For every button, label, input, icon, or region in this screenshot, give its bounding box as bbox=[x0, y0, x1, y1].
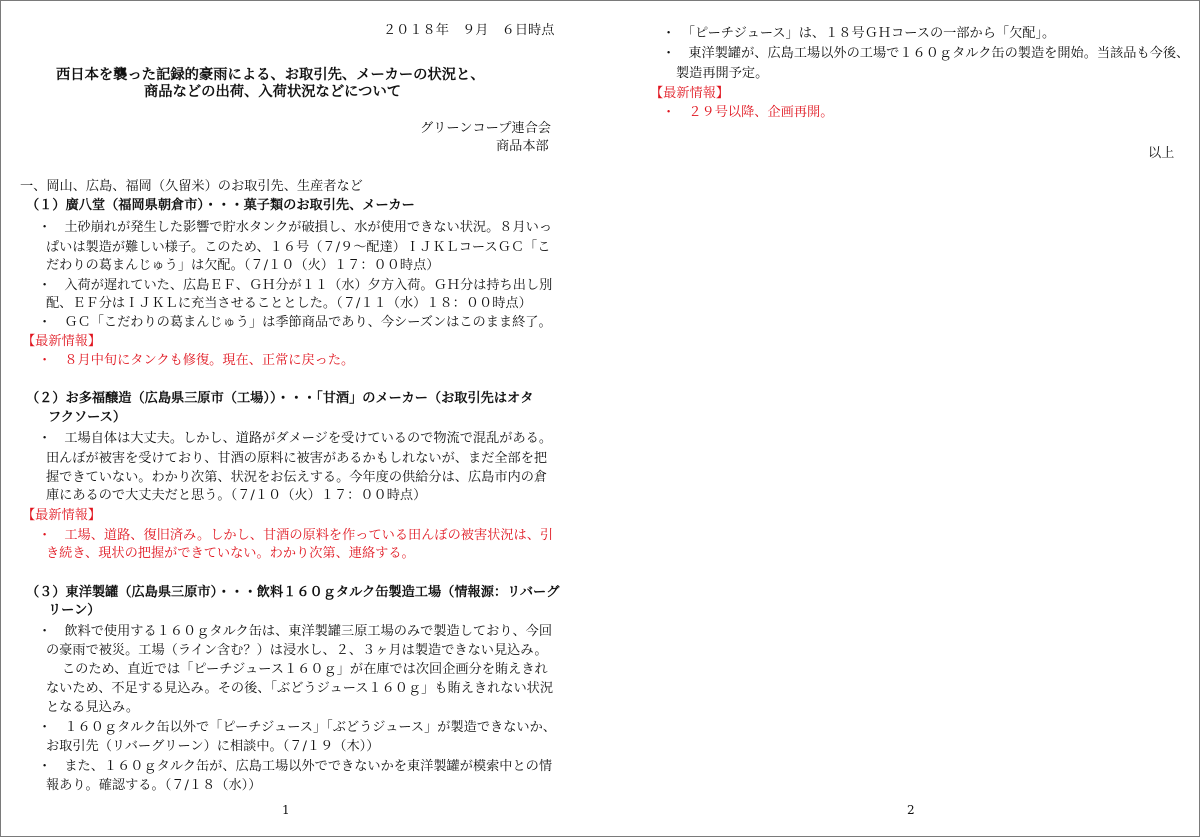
page-number-2: 2 bbox=[907, 803, 915, 817]
s1-p3: ・ ＧＣ「こだわりの葛まんじゅう」は季節商品であり、今シーズンはこのまま終了。 bbox=[38, 315, 552, 330]
s1-latest-label: 【最新情報】 bbox=[22, 334, 102, 349]
s1-heading: （１）廣八堂（福岡県朝倉市）・・・菓子類のお取引先、メーカー bbox=[26, 198, 415, 213]
s2-latest-line1: ・ 工場、道路、復旧済み。しかし、甘酒の原料を作っている田んぼの被害状況は、引 bbox=[38, 528, 554, 543]
section-heading: 一、岡山、広島、福岡（久留米）のお取引先、生産者など bbox=[20, 179, 363, 194]
s2-heading-line2: フクソース） bbox=[48, 410, 127, 425]
report-date: ２０１８年 ９月 ６日時点 bbox=[383, 23, 555, 38]
s3-p2-line1: ・ １６０ｇタルク缶以外で「ピーチジュース」「ぶどうジュース」が製造できないか、 bbox=[38, 720, 556, 735]
s3-heading-line1: （３）東洋製罐（広島県三原市）・・・飲料１６０ｇタルク缶製造工場（情報源：リバーグ bbox=[26, 585, 560, 600]
page-number-1: 1 bbox=[282, 803, 290, 817]
s2-heading-line1: （２）お多福醸造（広島県三原市（工場））・・・「甘酒」のメーカー（お取引先はオタ bbox=[26, 391, 534, 406]
page-1 bbox=[0, 0, 590, 837]
s3-p3-line1: ・ また、１６０ｇタルク缶が、広島工場以外でできないかを東洋製罐が模索中との情 bbox=[38, 759, 553, 774]
p2-latest: ・ ２９号以降、企画再開。 bbox=[662, 105, 834, 120]
s2-p1-line2: 田んぼが被害を受けており、甘酒の原料に被害があるかもしれないが、まだ全部を把 bbox=[46, 451, 548, 466]
s3-p3-line2: 報あり。確認する。（７/１８（水）） bbox=[46, 778, 262, 793]
p2-bullet2-line1: ・ 東洋製罐が、広島工場以外の工場で１６０ｇタルク缶の製造を開始。当該品も今後、 bbox=[662, 46, 1190, 61]
s2-latest-line2: き続き、現状の把握ができていない。わかり次第、連絡する。 bbox=[46, 546, 415, 561]
p2-bullet2-line2: 製造再開予定。 bbox=[676, 66, 769, 81]
s3-p2-line2: お取引先（リバーグリーン）に相談中。（７/１９（木）） bbox=[46, 739, 380, 754]
document-title-line1: 西日本を襲った記録的豪雨による、お取引先、メーカーの状況と、 bbox=[56, 67, 485, 83]
page-2 bbox=[600, 0, 1200, 837]
s1-latest: ・ ８月中旬にタンクも修復。現在、正常に戻った。 bbox=[38, 353, 355, 368]
s1-p2-line1: ・ 入荷が遅れていた、広島ＥＦ、ＧＨ分が１１（水）夕方入荷。ＧＨ分は持ち出し別 bbox=[38, 278, 553, 293]
p2-latest-label: 【最新情報】 bbox=[650, 86, 730, 101]
s3-p1-line3: このため、直近では「ピーチジュース１６０ｇ」が在庫では次回企画分を賄えきれ bbox=[62, 662, 548, 677]
s3-p1-line4: ないため、不足する見込み。その後、「ぶどうジュース１６０ｇ」も賄えきれない状況 bbox=[46, 681, 554, 696]
department-name: 商品本部 bbox=[496, 139, 549, 154]
document-title-line2: 商品などの出荷、入荷状況などについて bbox=[144, 84, 402, 100]
s2-latest-label: 【最新情報】 bbox=[22, 508, 102, 523]
s2-p1-line3: 握できていない。わかり次第、状況をお伝えする。今年度の供給分は、広島市内の倉 bbox=[46, 470, 548, 485]
s1-p1-line3: だわりの葛まんじゅう」は欠配。（７/１０（火）１７：００時点） bbox=[46, 258, 440, 273]
s3-heading-line2: リーン） bbox=[48, 603, 101, 618]
p2-bullet1: ・ 「ピーチジュース」は、１８号ＧＨコースの一部から「欠配」。 bbox=[662, 26, 1056, 41]
s3-p1-line2: の豪雨で被災。工場（ライン含む？）は浸水し、２、３ヶ月は製造できない見込み。 bbox=[46, 643, 548, 658]
s3-p1-line1: ・ 飲料で使用する１６０ｇタルク缶は、東洋製罐三原工場のみで製造しており、今回 bbox=[38, 624, 553, 639]
s2-p1-line4: 庫にあるので大丈夫だと思う。（７/１０（火）１７：００時点） bbox=[46, 488, 427, 503]
organization-name: グリーンコープ連合会 bbox=[420, 121, 551, 136]
s1-p1-line2: ぱいは製造が難しい様子。このため、１６号（７/９～配達）ＩＪＫＬコースＧＣ「こ bbox=[46, 240, 551, 255]
s1-p1-line1: ・ 土砂崩れが発生した影響で貯水タンクが破損し、水が使用できない状況。８月いっ bbox=[38, 220, 553, 235]
end-mark: 以上 bbox=[1148, 146, 1175, 161]
s3-p1-line5: となる見込み。 bbox=[46, 700, 140, 715]
s1-p2-line2: 配、ＥＦ分はＩＪＫＬに充当させることとした。（７/１１（水）１８：００時点） bbox=[46, 296, 532, 311]
s2-p1-line1: ・ 工場自体は大丈夫。しかし、道路がダメージを受けているので物流で混乱がある。 bbox=[38, 431, 553, 446]
